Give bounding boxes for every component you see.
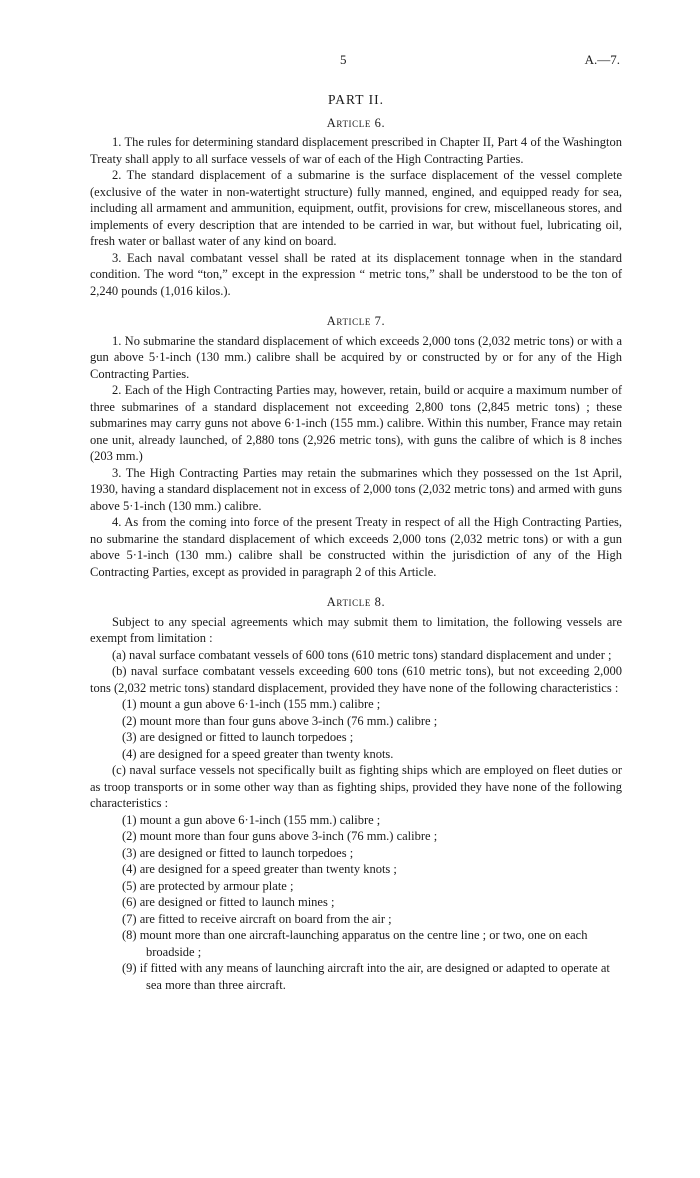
article-8-intro: Subject to any special agreements which may submit them to limitation, the following vessels are exempt from limitation : xyxy=(90,614,622,645)
article-6-paragraph-1: 1. The rules for determining standard displacement prescribed in Chapter II, Part 4 of the Washington Treaty shall apply to all surface vessels of war of each of the High Contracting Parties. xyxy=(90,135,622,166)
clause-c-characteristics xyxy=(90,812,622,994)
article-6-heading: Article 6. xyxy=(326,115,386,130)
list-item: (3) are designed or fitted to launch torpedoes ; xyxy=(122,845,354,860)
part-title: PART II. xyxy=(328,92,384,107)
list-item: (5) are protected by armour plate ; xyxy=(122,878,294,893)
article-8-clause-c: (c) naval surface vessels not specifically built as fighting ships which are employed on fleet duties or as troop transports or in some other way than as fighting ships, provided they have none of the following characteristics : xyxy=(90,763,622,810)
list-item: (4) are designed for a speed greater than twenty knots ; xyxy=(122,862,397,876)
list-item: (7) are fitted to receive aircraft on board from the air ; xyxy=(122,911,392,926)
article-7-heading: Article 7. xyxy=(326,314,386,328)
list-item: (9) if fitted with any means of launching aircraft into the air, are designed or adapted to operate at sea more than three aircraft. xyxy=(122,961,610,992)
list-item: (6) are designed or fitted to launch mines ; xyxy=(122,895,335,909)
article-7-paragraph-3: 3. The High Contracting Parties may retain the submarines which they possessed on the 1st April, 1930, having a standard displacement not in excess of 2,000 tons (2,032 metric tons) and armed with guns above 5·1-inch (130 mm.) calibre. xyxy=(90,465,622,513)
list-item: (1) mount a gun above 6·1-inch (155 mm.) calibre ; xyxy=(122,812,381,827)
document-reference: A.—7. xyxy=(584,52,620,67)
list-item: (4) are designed for a speed greater than twenty knots. xyxy=(122,746,394,761)
article-8-clause-b: (b) naval surface combatant vessels exceeding 600 tons (610 metric tons), but not exceeding 2,000 tons (2,032 metric tons) standard displacement, provided they have none of the following characteristics : xyxy=(90,664,622,695)
clause-b-characteristics xyxy=(90,696,622,762)
article-8-heading: Article 8. xyxy=(326,595,386,609)
article-6-paragraph-2: 2. The standard displacement of a submarine is the surface displacement of the vessel complete (exclusive of the water in non-watertight structure) fully manned, engined, and equipped ready for sea, including all armament and ammunition, equipment, outfit, provisions for crew, miscellaneous stores, and implements of every description that are intended to be carried in war, but without fuel, lubricating oil, fresh water or ballast water of any kind on board. xyxy=(90,168,622,248)
list-item: (3) are designed or fitted to launch torpedoes ; xyxy=(122,730,354,744)
document-body xyxy=(90,92,622,993)
list-item: (2) mount more than four guns above 3-inch (76 mm.) calibre ; xyxy=(122,829,438,843)
article-7-paragraph-4: 4. As from the coming into force of the present Treaty in respect of all the High Contracting Parties, no submarine the standard displacement of which exceeds 2,000 tons (2,032 metric tons) or with a gun above 5·1-inch (130 mm.) calibre shall be constructed within the jurisdiction of any of the High Contracting Parties, except as provided in paragraph 2 of this Article. xyxy=(90,515,622,579)
article-7-paragraph-1: 1. No submarine the standard displacement of which exceeds 2,000 tons (2,032 metric tons) or with a gun above 5·1-inch (130 mm.) calibre shall be acquired by or constructed by or for any of the High Contracting Parties. xyxy=(90,333,622,381)
list-item: (8) mount more than one aircraft-launching apparatus on the centre line ; or two, one on each broadside ; xyxy=(122,928,588,959)
list-item: (1) mount a gun above 6·1-inch (155 mm.) calibre ; xyxy=(122,697,381,711)
article-7-paragraph-2: 2. Each of the High Contracting Parties may, however, retain, build or acquire a maximum number of three submarines of a standard displacement not exceeding 2,800 tons (2,845 metric tons) ; these submarines may carry guns not above 6·1-inch (155 mm.) calibre. Within this number, France may retain one unit, already launched, of 2,880 tons (2,926 metric tons), with guns the calibre of which is 8 inches (203 mm.) xyxy=(90,383,622,463)
page-number: 5 xyxy=(340,52,347,67)
list-item: (2) mount more than four guns above 3-inch (76 mm.) calibre ; xyxy=(122,713,438,728)
article-8-clause-a: (a) naval surface combatant vessels of 600 tons (610 metric tons) standard displacement and under ; xyxy=(112,647,612,662)
article-6-paragraph-3: 3. Each naval combatant vessel shall be rated at its displacement tonnage when in the standard condition. The word “ton,” except in the expression “ metric tons,” shall be understood to be the ton of 2,240 pounds (1,016 kilos.). xyxy=(90,250,622,298)
